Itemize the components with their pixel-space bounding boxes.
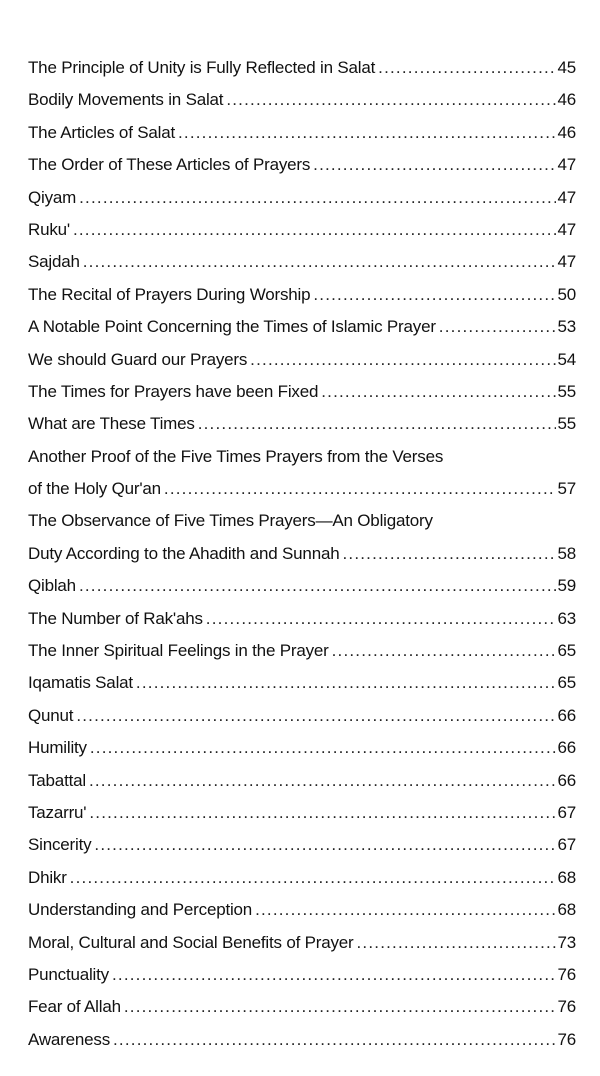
toc-entry-page: 65 xyxy=(557,673,576,693)
dot-leader xyxy=(198,414,557,434)
dot-leader xyxy=(79,188,556,208)
toc-entry xyxy=(28,900,576,932)
dot-leader xyxy=(94,835,556,855)
toc-entry xyxy=(28,933,576,965)
toc-entry-title: Sajdah xyxy=(28,252,80,272)
toc-entry xyxy=(28,738,576,770)
dot-leader xyxy=(206,609,557,629)
toc-entry-page: 76 xyxy=(557,997,576,1017)
toc-entry xyxy=(28,641,576,673)
toc-entry xyxy=(28,803,576,835)
toc-entry-page: 47 xyxy=(557,219,576,239)
toc-entry xyxy=(28,965,576,997)
dot-leader xyxy=(378,58,556,78)
toc-entry-page: 66 xyxy=(557,738,576,758)
toc-entry xyxy=(28,382,576,414)
toc-entry-title: The Inner Spiritual Feelings in the Prayer xyxy=(28,641,329,661)
toc-entry-title: Dhikr xyxy=(28,867,67,887)
dot-leader xyxy=(313,285,556,305)
toc-entry xyxy=(28,188,576,220)
toc-entry-title: Awareness xyxy=(28,1029,110,1049)
toc-entry-page: 68 xyxy=(557,867,576,887)
toc-entry-title: Moral, Cultural and Social Benefits of Prayer xyxy=(28,932,354,952)
toc-entry-title: Qunut xyxy=(28,705,74,725)
toc-entry-page: 65 xyxy=(557,641,576,661)
dot-leader xyxy=(255,900,556,920)
toc-entry xyxy=(28,673,576,705)
toc-entry-title: What are These Times xyxy=(28,414,195,434)
toc-entry-title: Punctuality xyxy=(28,964,109,984)
toc-entry xyxy=(28,447,576,479)
dot-leader xyxy=(250,350,556,370)
toc-entry-title: Tazarru' xyxy=(28,802,87,822)
toc-entry-page: 47 xyxy=(557,187,576,207)
toc-entry xyxy=(28,90,576,122)
toc-entry-title: Fear of Allah xyxy=(28,997,121,1017)
toc-entry-page: 58 xyxy=(557,543,576,563)
toc-entry-title: Humility xyxy=(28,738,87,758)
dot-leader xyxy=(89,803,556,823)
toc-entry-title: The Recital of Prayers During Worship xyxy=(28,284,311,304)
dot-leader xyxy=(136,673,557,693)
toc-entry xyxy=(28,511,576,543)
toc-entry-page: 46 xyxy=(557,90,576,110)
toc-entry xyxy=(28,771,576,803)
dot-leader xyxy=(113,1030,556,1050)
dot-leader xyxy=(73,220,557,240)
toc-entry xyxy=(28,1030,576,1062)
toc-entry-title: Iqamatis Salat xyxy=(28,673,133,693)
toc-entry-page: 50 xyxy=(557,284,576,304)
dot-leader xyxy=(332,641,557,661)
dot-leader xyxy=(313,155,556,175)
dot-leader xyxy=(90,738,557,758)
toc-entry xyxy=(28,544,576,576)
toc-entry-page: 54 xyxy=(557,349,576,369)
toc-entry-page: 76 xyxy=(557,1029,576,1049)
dot-leader xyxy=(70,868,557,888)
dot-leader xyxy=(76,706,556,726)
toc-entry xyxy=(28,706,576,738)
toc-entry-page: 59 xyxy=(557,576,576,596)
toc-entry-title: Another Proof of the Five Times Prayers from the Verses xyxy=(28,446,444,466)
toc-entry-page: 67 xyxy=(557,835,576,855)
toc-entry xyxy=(28,220,576,252)
toc-entry-title: A Notable Point Concerning the Times of Islamic Prayer xyxy=(28,317,436,337)
toc-entry-page: 45 xyxy=(557,58,576,77)
dot-leader xyxy=(226,90,556,110)
toc-entry xyxy=(28,285,576,317)
dot-leader xyxy=(79,576,557,596)
toc-entry xyxy=(28,479,576,511)
toc-entry-page: 55 xyxy=(557,414,576,434)
toc-entry-page: 66 xyxy=(557,705,576,725)
toc-entry-page: 68 xyxy=(557,900,576,920)
toc-entry-title: Ruku' xyxy=(28,219,70,239)
toc-entry xyxy=(28,576,576,608)
dot-leader xyxy=(112,965,557,985)
toc-entry-page: 47 xyxy=(557,155,576,175)
dot-leader xyxy=(83,252,557,272)
toc-entry-page: 67 xyxy=(557,802,576,822)
toc-entry-title: The Number of Rak'ahs xyxy=(28,608,203,628)
dot-leader xyxy=(89,771,557,791)
toc-entry-title: Sincerity xyxy=(28,835,92,855)
toc-entry-title: The Articles of Salat xyxy=(28,122,175,142)
toc-entry xyxy=(28,997,576,1029)
toc-entry-title: The Observance of Five Times Prayers—An Obligatory xyxy=(28,511,433,531)
toc-entry-title: of the Holy Qur'an xyxy=(28,479,161,499)
toc-entry-title: Qiblah xyxy=(28,576,76,596)
toc-entry xyxy=(28,252,576,284)
toc-entry xyxy=(28,155,576,187)
dot-leader xyxy=(342,544,556,564)
dot-leader xyxy=(439,317,557,337)
dot-leader xyxy=(321,382,556,402)
toc-entry-page: 63 xyxy=(557,608,576,628)
toc-entry xyxy=(28,317,576,349)
toc-entry xyxy=(28,835,576,867)
toc-entry-title: Qiyam xyxy=(28,187,77,207)
toc-entry-page: 46 xyxy=(557,122,576,142)
toc-entry xyxy=(28,868,576,900)
toc-entry-page: 47 xyxy=(557,252,576,272)
toc-entry xyxy=(28,350,576,382)
toc-entry-page: 73 xyxy=(557,932,576,952)
toc-entry xyxy=(28,58,576,90)
toc-entry-title: Tabattal xyxy=(28,770,86,790)
dot-leader xyxy=(164,479,557,499)
toc-entry-page: 66 xyxy=(557,770,576,790)
dot-leader xyxy=(124,997,557,1017)
dot-leader xyxy=(357,933,557,953)
toc-entry xyxy=(28,123,576,155)
toc-entry-page: 53 xyxy=(557,317,576,337)
toc-entry-title: The Order of These Articles of Prayers xyxy=(28,155,311,175)
toc-entry-title: The Times for Prayers have been Fixed xyxy=(28,381,319,401)
toc-entry xyxy=(28,414,576,446)
toc-entry-title: Duty According to the Ahadith and Sunnah xyxy=(28,543,340,563)
toc-entry-title: The Principle of Unity is Fully Reflected in Salat xyxy=(28,58,376,77)
dot-leader xyxy=(178,123,557,143)
toc-entry-page: 76 xyxy=(557,964,576,984)
toc-entry-title: Understanding and Perception xyxy=(28,900,253,920)
toc-entry-page: 55 xyxy=(557,381,576,401)
table-of-contents xyxy=(28,58,576,1062)
toc-entry xyxy=(28,609,576,641)
toc-entry-title: Bodily Movements in Salat xyxy=(28,90,224,110)
toc-entry-title: We should Guard our Prayers xyxy=(28,349,248,369)
toc-entry-page: 57 xyxy=(557,479,576,499)
